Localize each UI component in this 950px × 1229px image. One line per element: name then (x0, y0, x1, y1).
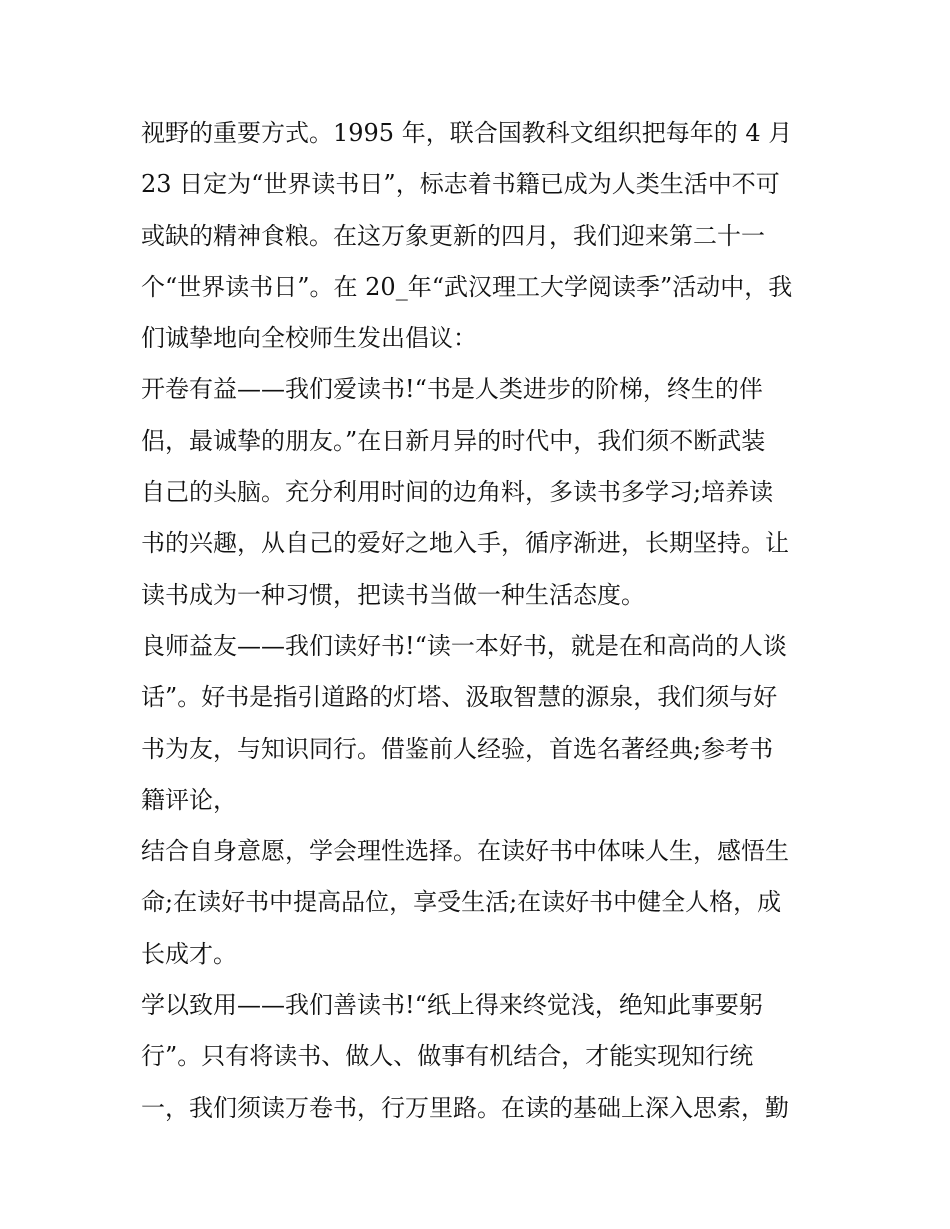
text-line: 一，我们须读万卷书，行万里路。在读的基础上深入思索，勤 (141, 1093, 789, 1122)
text-line: 书为友，与知识同行。借鉴前人经验，首选名著经典;参考书 (141, 734, 774, 763)
text-line: 学以致用——我们善读书!“纸上得来终觉浅，绝知此事要躬 (141, 991, 763, 1020)
text-line: 侣，最诚挚的朋友。”在日新月异的时代中，我们须不断武装 (141, 426, 766, 455)
text-line: 或缺的精神食粮。在这万象更新的四月，我们迎来第二十一 (141, 221, 765, 250)
text-line: 书的兴趣，从自己的爱好之地入手，循序渐进，长期坚持。让 (141, 529, 789, 558)
text-line: 籍评论， (141, 785, 237, 814)
text-line: 行”。只有将读书、做人、做事有机结合，才能实现知行统 (141, 1042, 754, 1071)
text-line: 长成才。 (141, 939, 237, 968)
text-line: 命;在读好书中提高品位，享受生活;在读好书中健全人格，成 (141, 888, 782, 917)
text-line: 23 日定为“世界读书日”，标志着书籍已成为人类生活中不可 (141, 170, 780, 199)
text-line: 视野的重要方式。1995 年，联合国教科文组织把每年的 4 月 (141, 119, 793, 147)
document-body (141, 108, 831, 1134)
text-line: 开卷有益——我们爱读书!“书是人类进步的阶梯，终生的伴 (141, 375, 763, 404)
text-line: 读书成为一种习惯，把读书当做一种生活态度。 (141, 580, 645, 609)
text-line: 话”。好书是指引道路的灯塔、汲取智慧的源泉，我们须与好 (141, 683, 778, 712)
text-line: 们诚挚地向全校师生发出倡议： (141, 324, 477, 353)
text-line: 结合自身意愿，学会理性选择。在读好书中体味人生，感悟生 (141, 837, 789, 866)
text-line: 个“世界读书日”。在 20_年“武汉理工大学阅读季”活动中，我 (141, 272, 793, 301)
text-line: 自己的头脑。充分利用时间的边角料，多读书多学习;培养读 (141, 478, 774, 507)
text-line: 良师益友——我们读好书!“读一本好书，就是在和高尚的人谈 (141, 631, 787, 660)
